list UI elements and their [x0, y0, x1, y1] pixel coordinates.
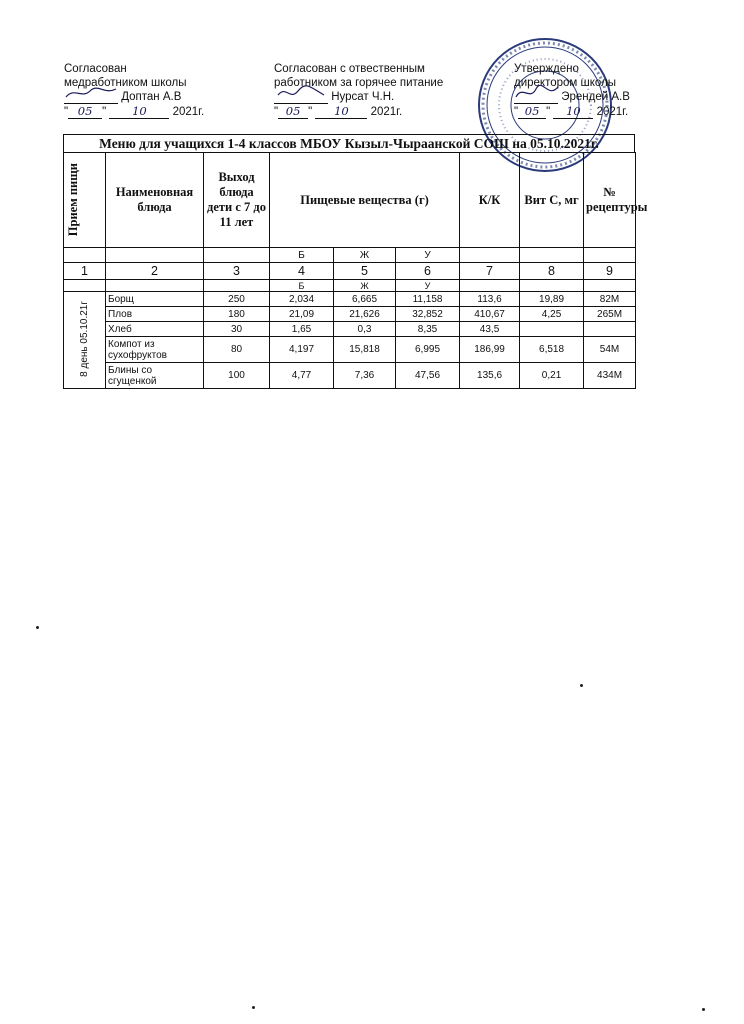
signature-mark	[64, 91, 118, 104]
menu-table	[63, 152, 648, 389]
approval-line1: Согласован с отвественным	[274, 63, 425, 75]
nutrient-subheader-row	[64, 248, 636, 263]
signature-mark	[274, 91, 328, 104]
header-nutrients: Пищевые вещества (г)	[270, 153, 460, 248]
approval-director: Утверждено директором школы Эрендей А.В " 05 " 10 2021г.	[514, 63, 630, 118]
header-dish: Наименовная блюда	[106, 153, 204, 248]
approval-year: 2021г.	[370, 106, 403, 118]
header-yield: Выход блюда дети с 7 до 11 лет	[204, 153, 270, 248]
approval-line2: медработником школы	[64, 77, 187, 89]
sub-u: У	[396, 248, 460, 263]
approval-month: 10	[315, 104, 367, 119]
approval-line2: директором школы	[514, 77, 617, 89]
approval-year: 2021г.	[596, 106, 629, 118]
day-label-cell	[64, 292, 106, 389]
column-number-row: 1 2 3 4 5 6 7 8 9	[64, 263, 636, 280]
approval-catering: Согласован с отвественным работником за горячее питание Нурсат Ч.Н. " 05 " 10 2021г.	[274, 63, 444, 118]
signature-name: Нурсат Ч.Н.	[331, 91, 395, 103]
scan-speck	[252, 1006, 255, 1009]
table-row: Компот из сухофруктов 80 4,197 15,818 6,995 186,99 6,518 54М	[64, 337, 636, 363]
table-row: Блины со сгущенкой 100 4,77 7,36 47,56 135,6 0,21 434М	[64, 363, 636, 389]
header-kk: К/К	[460, 153, 520, 248]
approval-day: 05	[518, 104, 546, 119]
approval-day: 05	[68, 104, 102, 119]
scan-speck	[36, 626, 39, 629]
scan-speck	[580, 684, 583, 687]
table-row: 8 день 05.10.21г Борщ 250 2,034 6,665 11,158 113,6 19,89 82М	[64, 292, 636, 307]
approval-medical: Согласован медработником школы Доптан А.В " 05 " 10 2021г.	[64, 63, 205, 118]
signature-mark	[514, 91, 558, 104]
header-row	[64, 153, 636, 248]
table-row: Плов 180 21,09 21,626 32,852 410,67 4,25 265М	[64, 307, 636, 322]
header-vitc: Вит С, мг	[520, 153, 584, 248]
day-label: 8 день 05.10.21г	[79, 300, 90, 377]
menu-table-frame	[63, 134, 648, 389]
signature-name: Эрендей А.В	[561, 91, 630, 103]
approval-month: 10	[109, 104, 169, 119]
sub-b: Б	[270, 248, 334, 263]
approval-month: 10	[553, 104, 593, 119]
approval-year: 2021г.	[172, 106, 205, 118]
nutrient-subheader-row-2: Б Ж У	[64, 280, 636, 292]
approval-day: 05	[278, 104, 308, 119]
approval-line1: Согласован	[64, 63, 127, 75]
header-recipe: № рецептуры	[584, 153, 636, 248]
menu-title: Меню для учащихся 1-4 классов МБОУ Кызыл-Чыраанской СОШ на 05.10.2021г.	[63, 134, 635, 152]
scan-speck	[702, 1008, 705, 1011]
approval-line1: Утверждено	[514, 63, 579, 75]
header-meal: Прием пищи	[64, 153, 106, 248]
table-row: Хлеб 30 1,65 0,3 8,35 43,5	[64, 322, 636, 337]
approval-line2: работником за горячее питание	[274, 77, 444, 89]
signature-name: Доптан А.В	[121, 91, 182, 103]
sub-zh: Ж	[334, 248, 396, 263]
